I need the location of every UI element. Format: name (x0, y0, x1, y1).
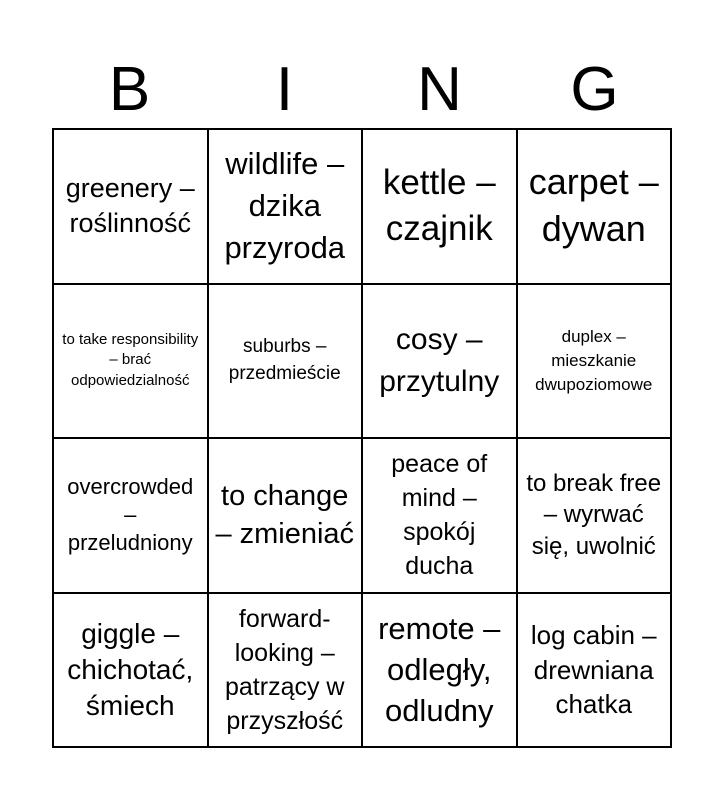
cell-text: duplex – mieszkanie dwupoziomowe (535, 326, 653, 394)
cell-text: log cabin – drewniana chatka (530, 620, 657, 719)
header-letter-i: I (275, 55, 294, 124)
cell-text: kettle – czajnik (382, 162, 496, 249)
bingo-cell-12 (518, 439, 673, 594)
cell-text: wildlife – dzika przyroda (224, 146, 346, 266)
bingo-cell-4 (518, 130, 673, 285)
bingo-cell-15 (363, 594, 518, 749)
cell-text: remote – odległy, odludny (378, 610, 501, 729)
bingo-cell-6 (209, 285, 364, 440)
bingo-cell-10 (209, 439, 364, 594)
cell-text: carpet – dywan (528, 161, 659, 250)
cell-text: to change – zmieniać (215, 479, 355, 551)
bingo-cell-2 (209, 130, 364, 285)
bingo-cell-11 (363, 439, 518, 594)
header-letter-b: B (108, 55, 151, 124)
bingo-cell-3 (363, 130, 518, 285)
cell-text: overcrowded – przeludniony (67, 474, 194, 556)
bingo-cell-13 (54, 594, 209, 749)
cell-text: peace of mind – spokój ducha (391, 450, 488, 581)
bingo-header (52, 52, 672, 128)
bingo-grid (52, 128, 672, 748)
bingo-cell-7 (363, 285, 518, 440)
header-letter-n: N (417, 55, 462, 124)
bingo-cell-1 (54, 130, 209, 285)
bingo-cell-9 (54, 439, 209, 594)
bingo-cell-14 (209, 594, 364, 749)
cell-text: forward-looking – patrzący w przyszłość (225, 604, 345, 735)
bingo-cell-5 (54, 285, 209, 440)
cell-text: greenery – roślinność (65, 173, 195, 239)
cell-text: giggle – chichotać, śmiech (67, 618, 194, 721)
cell-text: to break free – wyrwać się, uwolnić (526, 469, 662, 561)
bingo-cell-16 (518, 594, 673, 749)
cell-text: cosy – przytulny (379, 322, 500, 398)
bingo-cell-8 (518, 285, 673, 440)
header-letter-g: G (570, 55, 619, 124)
cell-text: to take responsibility – brać odpowiedzialność (62, 330, 199, 390)
cell-text: suburbs – przedmieście (228, 335, 341, 384)
